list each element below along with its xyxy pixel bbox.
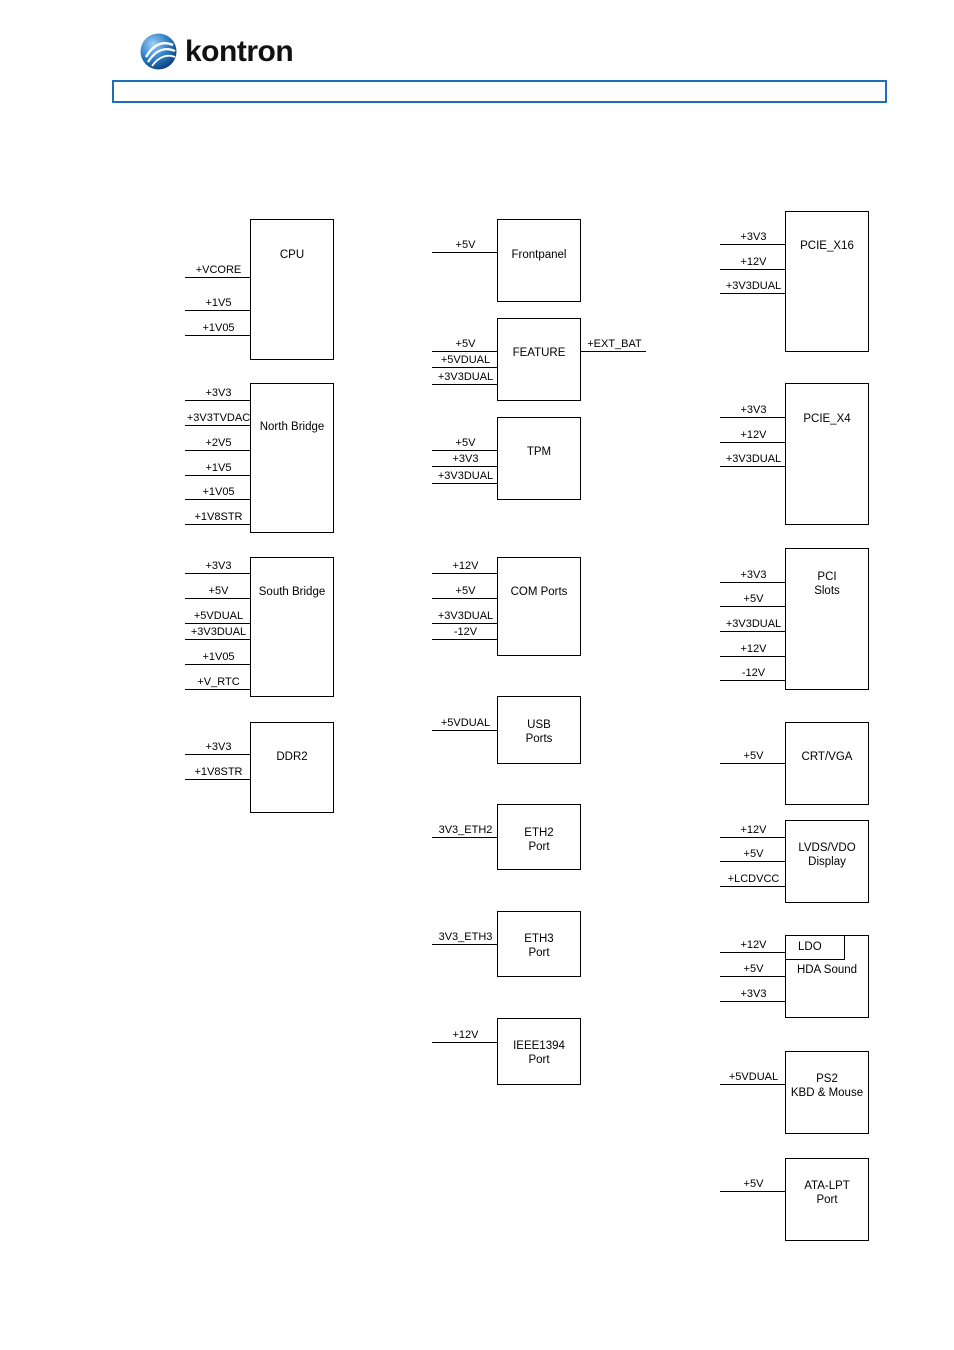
block-ps2-kbd-mouse <box>785 1051 869 1134</box>
rail-line <box>432 351 497 352</box>
rail-line <box>432 639 497 640</box>
block-label: PCI Slots <box>814 571 840 597</box>
rail-line <box>432 450 497 451</box>
rail-label: +VCORE <box>195 264 242 276</box>
block-ieee1394-port <box>497 1018 581 1085</box>
rail-line <box>185 499 250 500</box>
rail-label: +3V3 <box>205 741 232 753</box>
rail-line <box>720 837 785 838</box>
rail-label: +5V <box>743 848 764 860</box>
rail-line <box>185 475 250 476</box>
rail-line <box>720 1084 785 1085</box>
block-label: ETH3 Port <box>524 933 554 959</box>
rail-line <box>720 976 785 977</box>
rail-line <box>720 656 785 657</box>
rail-label: +5VDUAL <box>440 717 491 729</box>
rail-label: +5V <box>743 593 764 605</box>
rail-label: +1V5 <box>205 462 232 474</box>
rail-line <box>720 886 785 887</box>
rail-label: +3V3DUAL <box>725 280 782 292</box>
block-hda-sound <box>785 935 869 1018</box>
rail-line <box>432 730 497 731</box>
rail-line <box>720 466 785 467</box>
rail-line <box>185 754 250 755</box>
block-cpu <box>250 219 334 360</box>
rail-line <box>185 664 250 665</box>
rail-label: +3V3TVDAC <box>186 412 251 424</box>
rail-label: +5V <box>455 437 476 449</box>
rail-line <box>720 293 785 294</box>
rail-line <box>185 623 250 624</box>
rail-label: +3V3 <box>740 404 767 416</box>
rail-line <box>185 400 250 401</box>
kontron-globe-icon <box>140 33 177 70</box>
rail-label: +12V <box>740 256 767 268</box>
rail-label: +12V <box>452 1029 479 1041</box>
rail-line <box>432 837 497 838</box>
block-pci-slots <box>785 548 869 690</box>
block-label: IEEE1394 Port <box>513 1040 565 1066</box>
rail-line <box>432 944 497 945</box>
header-bar <box>112 80 887 103</box>
rail-line <box>432 623 497 624</box>
rail-line <box>720 606 785 607</box>
rail-label: +3V3 <box>205 387 232 399</box>
rail-label: -12V <box>453 626 478 638</box>
kontron-wordmark: kontron <box>185 35 294 68</box>
rail-label: +12V <box>452 560 479 572</box>
block-pcie-x16 <box>785 211 869 352</box>
rail-line <box>432 1042 497 1043</box>
rail-label: +12V <box>740 939 767 951</box>
ldo-sub-block: LDO <box>785 935 845 960</box>
block-label: PS2 KBD & Mouse <box>790 1073 864 1099</box>
rail-line <box>185 598 250 599</box>
block-label: COM Ports <box>510 586 568 598</box>
block-com-ports <box>497 557 581 656</box>
rail-line <box>432 483 497 484</box>
rail-line <box>720 952 785 953</box>
rail-line <box>720 861 785 862</box>
block-eth3-port <box>497 911 581 977</box>
block-label: HDA Sound <box>796 964 858 976</box>
rail-line <box>185 573 250 574</box>
block-ddr2 <box>250 722 334 813</box>
block-ata-lpt-port <box>785 1158 869 1241</box>
rail-label: +12V <box>740 824 767 836</box>
rail-line <box>432 384 497 385</box>
block-feature <box>497 318 581 401</box>
rail-label: +3V3DUAL <box>725 453 782 465</box>
rail-line <box>720 244 785 245</box>
rail-label: +3V3 <box>452 453 479 465</box>
rail-label: +5VDUAL <box>193 610 244 622</box>
rail-label: +5V <box>455 585 476 597</box>
block-label: FEATURE <box>512 347 566 359</box>
rail-label: +1V05 <box>202 651 235 663</box>
rail-label: +12V <box>740 429 767 441</box>
rail-label: -12V <box>741 667 766 679</box>
rail-line <box>185 524 250 525</box>
rail-label: +1V8STR <box>194 766 243 778</box>
rail-line <box>432 573 497 574</box>
kontron-logo <box>140 32 340 72</box>
rail-line <box>720 417 785 418</box>
rail-line <box>185 277 250 278</box>
rail-label: +1V8STR <box>194 511 243 523</box>
rail-line <box>185 450 250 451</box>
block-label: North Bridge <box>259 421 325 433</box>
rail-line <box>720 1191 785 1192</box>
rail-label: +3V3DUAL <box>437 371 494 383</box>
block-usb-ports <box>497 696 581 764</box>
block-north-bridge <box>250 383 334 533</box>
block-label: DDR2 <box>276 751 308 763</box>
rail-label: +3V3 <box>740 231 767 243</box>
rail-line <box>581 351 646 352</box>
block-tpm <box>497 417 581 500</box>
block-lvds-vdo-display <box>785 820 869 903</box>
block-label: ETH2 Port <box>524 827 554 853</box>
rail-line <box>720 763 785 764</box>
rail-line <box>432 466 497 467</box>
rail-line <box>432 252 497 253</box>
rail-label: +5V <box>208 585 229 597</box>
rail-label: +3V3 <box>740 569 767 581</box>
rail-line <box>720 582 785 583</box>
rail-label: +3V3 <box>740 988 767 1000</box>
block-south-bridge <box>250 557 334 697</box>
rail-label: +3V3 <box>205 560 232 572</box>
rail-line <box>432 598 497 599</box>
block-crt-vga <box>785 722 869 805</box>
rail-label: +5VDUAL <box>440 354 491 366</box>
rail-line <box>720 442 785 443</box>
rail-label: +V_RTC <box>197 676 240 688</box>
block-label: PCIE_X4 <box>803 413 851 425</box>
block-label: South Bridge <box>258 586 326 598</box>
rail-line <box>720 1001 785 1002</box>
rail-line <box>185 779 250 780</box>
rail-label: +1V5 <box>205 297 232 309</box>
rail-label: +5V <box>743 963 764 975</box>
rail-label: +5V <box>455 239 476 251</box>
rail-line <box>720 631 785 632</box>
block-eth2-port <box>497 804 581 870</box>
rail-label: +LCDVCC <box>727 873 780 885</box>
rail-label: 3V3_ETH3 <box>438 931 493 943</box>
rail-label: +5V <box>455 338 476 350</box>
rail-label: +12V <box>740 643 767 655</box>
rail-label: +1V05 <box>202 322 235 334</box>
block-label: ATA-LPT Port <box>804 1180 850 1206</box>
block-pcie-x4 <box>785 383 869 525</box>
rail-label: +3V3DUAL <box>437 610 494 622</box>
block-label: PCIE_X16 <box>800 240 854 252</box>
rail-label: +3V3DUAL <box>190 626 247 638</box>
rail-label: +5V <box>743 750 764 762</box>
rail-line <box>185 425 250 426</box>
block-label: Frontpanel <box>511 249 567 261</box>
block-label: USB Ports <box>525 719 553 745</box>
block-frontpanel <box>497 219 581 302</box>
rail-label: +5VDUAL <box>728 1071 779 1083</box>
rail-label: +5V <box>743 1178 764 1190</box>
rail-label: +EXT_BAT <box>587 338 642 350</box>
block-label: CRT/VGA <box>801 751 853 763</box>
block-label: LVDS/VDO Display <box>798 842 856 868</box>
rail-line <box>720 680 785 681</box>
rail-label: +3V3DUAL <box>725 618 782 630</box>
rail-label: +3V3DUAL <box>437 470 494 482</box>
rail-line <box>432 367 497 368</box>
rail-label: 3V3_ETH2 <box>438 824 493 836</box>
rail-line <box>185 335 250 336</box>
rail-line <box>720 269 785 270</box>
block-label: TPM <box>526 446 552 458</box>
block-label: CPU <box>279 249 305 261</box>
rail-line <box>185 310 250 311</box>
rail-line <box>185 639 250 640</box>
rail-line <box>185 689 250 690</box>
rail-label: +2V5 <box>205 437 232 449</box>
rail-label: +1V05 <box>202 486 235 498</box>
